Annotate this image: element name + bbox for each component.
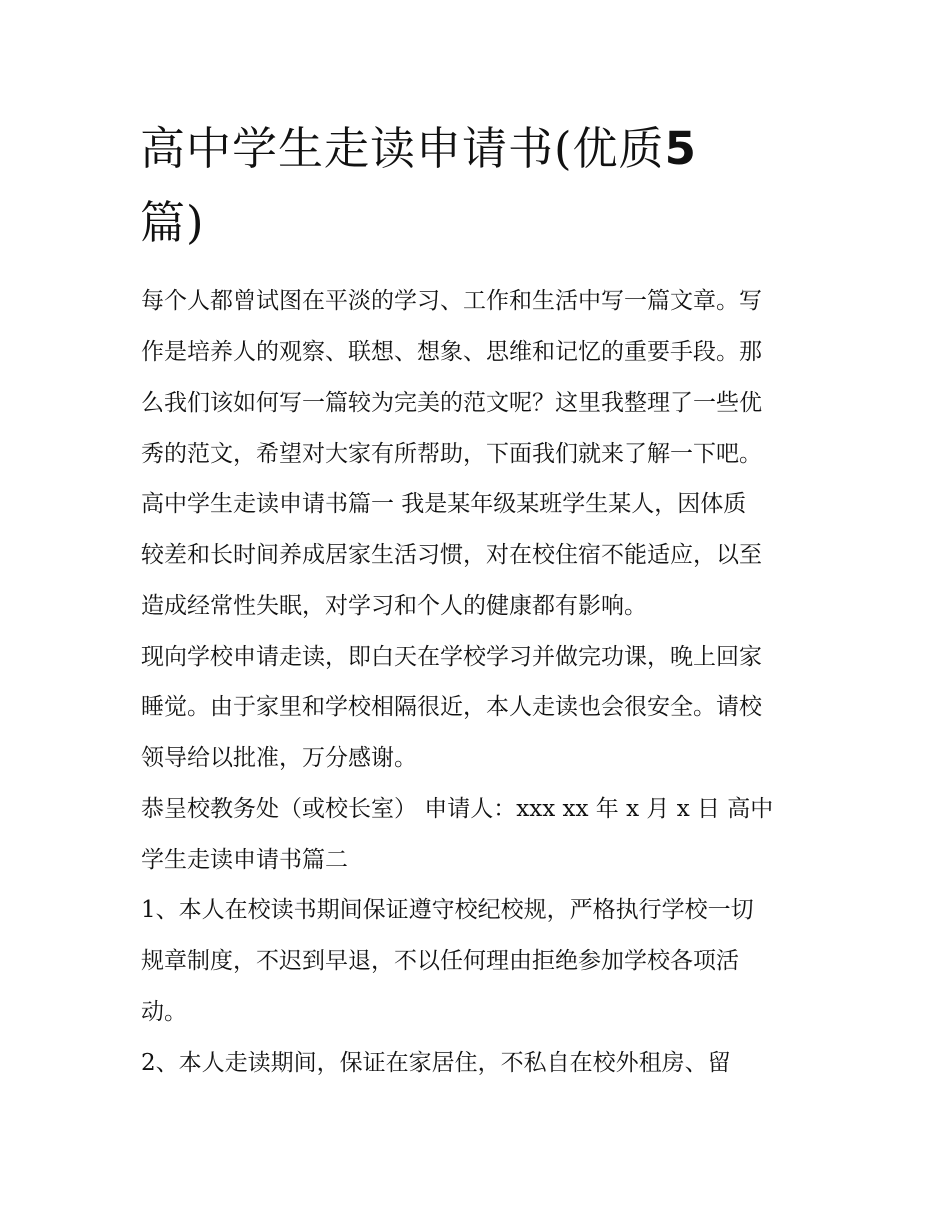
body-line-14: 规章制度，不迟到早退，不以任何理由拒绝参加学校各项活	[141, 948, 739, 974]
body-line-2: 作是培养人的观察、联想、想象、思维和记忆的重要手段。那	[141, 339, 762, 365]
body-line-7: 造成经常性失眠，对学习和个人的健康都有影响。	[141, 593, 647, 619]
title-number: 5	[664, 122, 697, 175]
body-line-13: 1、本人在校读书期间保证遵守校纪校规，严格执行学校一切	[141, 897, 754, 923]
body-line-9: 睡觉。由于家里和学校相隔很近，本人走读也会很安全。请校	[141, 694, 762, 720]
body-line-15: 动。	[141, 999, 187, 1025]
body-line-16: 2、本人走读期间，保证在家居住，不私自在校外租房、留	[141, 1050, 731, 1076]
title-main-text: 高中学生走读申请书(优质	[140, 122, 665, 175]
body-line-12: 学生走读申请书篇二	[141, 847, 348, 873]
body-line-10: 领导给以批准，万分感谢。	[141, 745, 417, 771]
body-line-3: 么我们该如何写一篇较为完美的范文呢？这里我整理了一些优	[141, 390, 762, 416]
body-line-11: 恭呈校教务处（或校长室） 申请人：xxx xx 年 x 月 x 日 高中	[141, 796, 774, 822]
body-line-6: 较差和长时间养成居家生活习惯，对在校住宿不能适应，以至	[141, 542, 762, 568]
body-line-5: 高中学生走读申请书篇一 我是某年级某班学生某人，因体质	[141, 491, 747, 517]
body-line-4: 秀的范文，希望对大家有所帮助，下面我们就来了解一下吧。	[141, 441, 762, 467]
document-title	[140, 112, 780, 260]
title-end-text: 篇)	[140, 196, 205, 249]
body-line-8: 现向学校申请走读，即白天在学校学习并做完功课，晚上回家	[141, 644, 762, 670]
body-line-1: 每个人都曾试图在平淡的学习、工作和生活中写一篇文章。写	[141, 288, 762, 314]
